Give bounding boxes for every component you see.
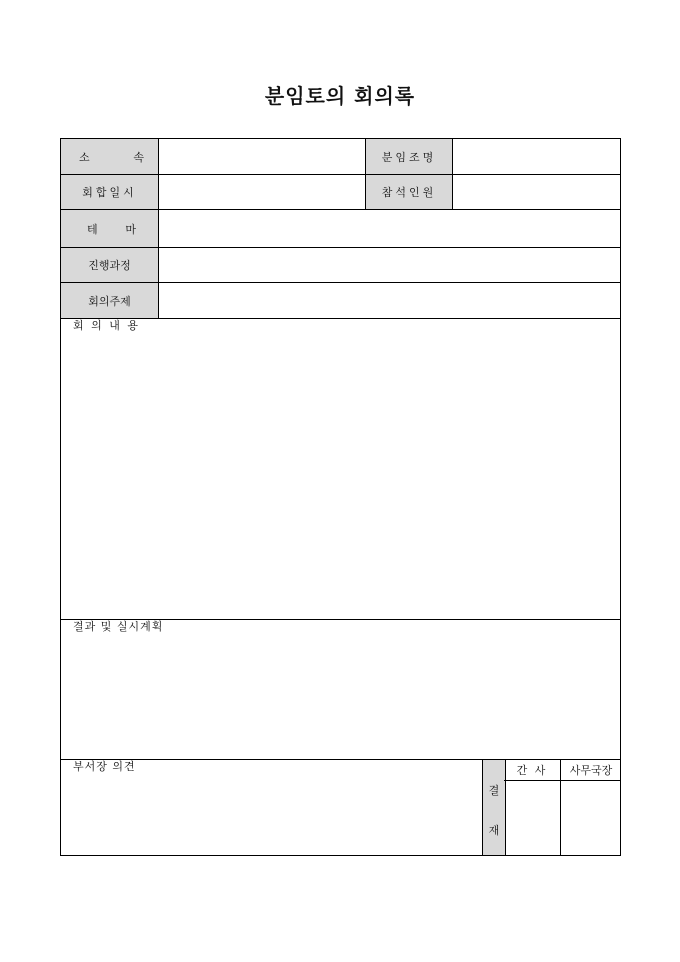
approval-box [482, 760, 621, 855]
theme-field[interactable] [159, 210, 620, 247]
manager-opinion-label: 부서장 의견 [73, 760, 136, 773]
results-plan-label: 결과 및 실시계획 [73, 620, 164, 633]
meeting-minutes-form [60, 138, 621, 856]
row-meeting-datetime [61, 175, 620, 210]
meeting-topic-label: 회의주제 [61, 283, 159, 318]
row-progress [61, 248, 620, 283]
progress-field[interactable] [159, 248, 620, 282]
meeting-datetime-label: 회합일시 [61, 175, 159, 209]
theme-label: 테 마 [61, 210, 159, 247]
results-plan-section[interactable] [61, 620, 620, 760]
row-meeting-topic [61, 283, 620, 319]
group-name-field[interactable] [453, 139, 620, 174]
affiliation-field[interactable] [159, 139, 365, 174]
group-name-label: 분임조명 [365, 139, 453, 174]
row-theme [61, 210, 620, 248]
attendees-label: 참석인원 [365, 175, 453, 209]
approval-director-title: 사무국장 [561, 760, 621, 781]
row-affiliation [61, 139, 620, 175]
meeting-datetime-field[interactable] [159, 175, 365, 209]
approval-column-secretary[interactable] [504, 760, 561, 855]
meeting-topic-field[interactable] [159, 283, 620, 318]
affiliation-label: 소 속 [61, 139, 159, 174]
meeting-content-section[interactable] [61, 319, 620, 620]
approval-secretary-title: 간 사 [504, 760, 560, 781]
manager-opinion-section [61, 760, 620, 855]
attendees-field[interactable] [453, 175, 620, 209]
approval-column-director[interactable] [561, 760, 621, 855]
approval-label: 결 재 [482, 760, 506, 855]
document-title: 분임토의 회의록 [264, 84, 416, 108]
meeting-content-label: 회 의 내 용 [73, 319, 140, 332]
progress-label: 진행과정 [61, 248, 159, 282]
